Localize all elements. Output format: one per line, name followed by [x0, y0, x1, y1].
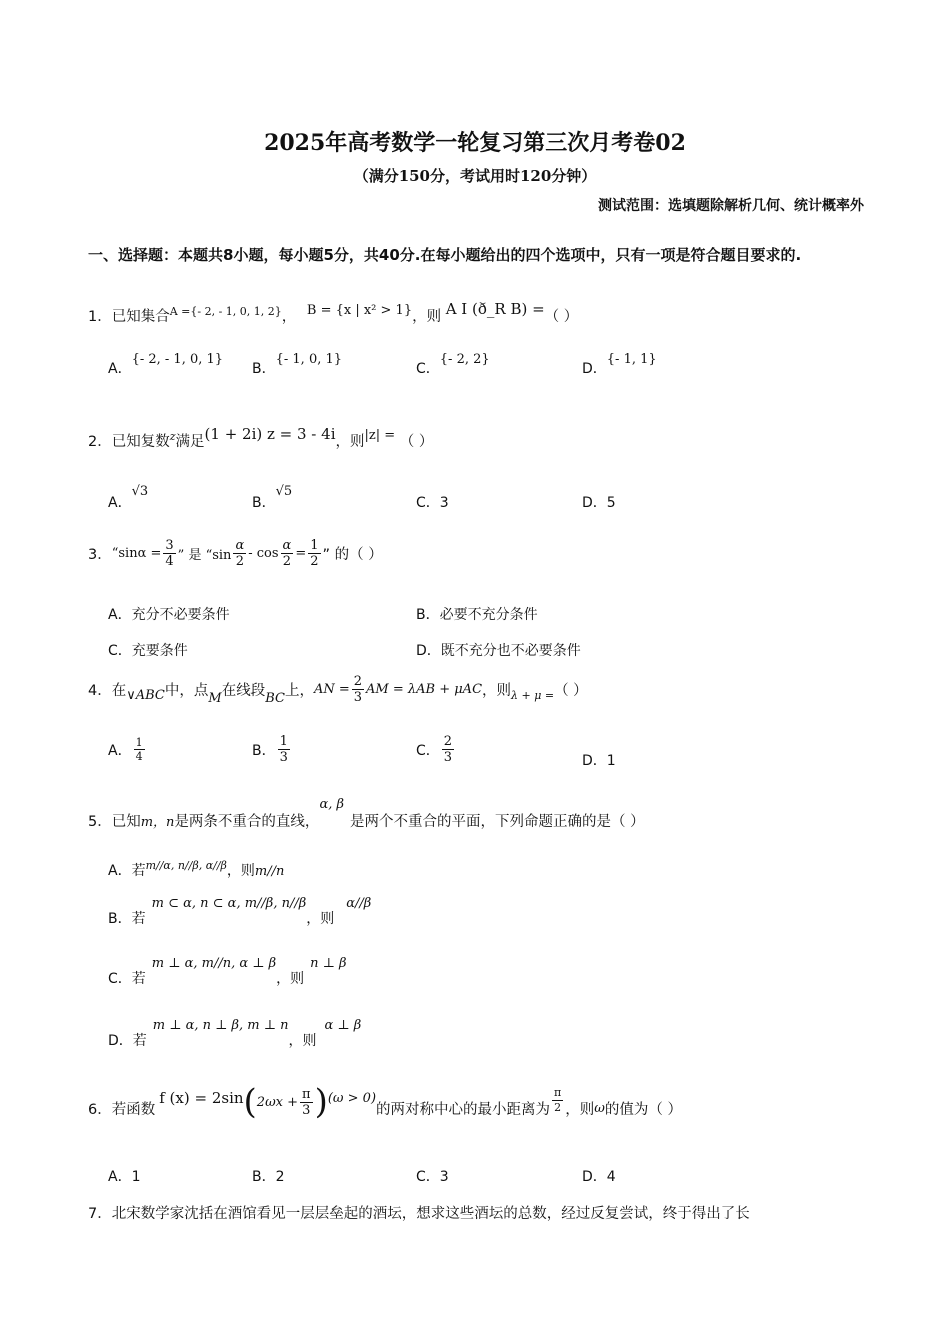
q5-option-b[interactable] — [108, 896, 372, 928]
question-2 — [88, 425, 434, 451]
frac-den: 3 — [279, 750, 288, 765]
option-value: {- 2, - 1, 0, 1} — [131, 352, 224, 367]
option-value: √3 — [131, 484, 149, 499]
q4-prefix: 4．在 — [88, 683, 127, 699]
option-condition: m//α, n//β, α//β — [145, 859, 227, 872]
q4-then: ，则 — [482, 683, 512, 699]
frac-num: α — [282, 538, 292, 553]
q2-prefix: 2．已知复数 — [88, 434, 170, 450]
option-label: C． — [416, 361, 440, 377]
q4-point-m: M — [208, 691, 222, 706]
option-then: ，则 — [288, 1033, 317, 1049]
q5-mn: m，n — [140, 815, 175, 830]
q3-option-d[interactable] — [416, 640, 581, 660]
frac-den: 2 — [282, 554, 292, 569]
q3-open: “sinα = — [111, 546, 162, 561]
q2-z: z — [169, 430, 176, 443]
q4-mid: 中，点 — [164, 683, 209, 699]
q4-option-a[interactable] — [108, 736, 147, 763]
exam-title: 2025年高考数学一轮复习第三次月考卷02 — [264, 130, 686, 156]
q6-mid: 的两对称中心的最小距离为 — [376, 1101, 551, 1118]
option-condition: m ⊥ α, n ⊥ β, m ⊥ n — [152, 1018, 289, 1033]
q4-triangle: ∨ABC — [126, 688, 165, 703]
q6-option-a[interactable] — [108, 1166, 141, 1186]
q2-satisfy: 满足 — [175, 434, 205, 450]
option-fraction — [442, 734, 454, 765]
q3-option-b[interactable] — [416, 604, 538, 624]
q3-prefix: 3． — [88, 547, 112, 563]
option-value: 充要条件 — [131, 643, 188, 659]
exam-subtitle: （满分150分，考试用时120分钟） — [353, 167, 597, 185]
question-3 — [88, 538, 383, 569]
option-label: C． — [416, 495, 440, 511]
q6-option-b[interactable] — [252, 1166, 285, 1186]
option-value: 4 — [606, 1169, 616, 1185]
q4-option-c[interactable] — [416, 734, 456, 765]
option-label: B．若 — [108, 911, 146, 927]
q2-option-a[interactable] — [108, 484, 149, 512]
option-label: B． — [252, 361, 276, 377]
option-fraction — [134, 736, 145, 763]
q4-expression: λ + μ = — [511, 689, 555, 702]
option-label: C．若 — [108, 971, 146, 987]
option-label: A． — [108, 742, 132, 759]
option-label: D． — [416, 643, 441, 659]
q4-fraction-2-3 — [352, 674, 364, 705]
frac-den: 2 — [310, 554, 319, 569]
option-label: D． — [582, 495, 607, 511]
q6-func-a: f (x) = 2sin — [159, 1089, 244, 1107]
option-conclusion: n ⊥ β — [310, 956, 347, 971]
q2-paren: （ ） — [399, 434, 434, 450]
q5-option-a[interactable] — [108, 860, 284, 880]
q5-prefix: 5．已知 — [88, 814, 141, 830]
option-label: A． — [108, 495, 132, 511]
q1-comma: ， — [281, 309, 297, 325]
q3-option-c[interactable] — [108, 640, 188, 660]
option-label: A． — [108, 1169, 132, 1185]
q3-fraction-3-4 — [163, 538, 175, 569]
option-label: A．若 — [108, 863, 146, 879]
option-value: {- 2, 2} — [439, 352, 490, 367]
frac-num: 1 — [310, 538, 319, 553]
frac-den: 2 — [235, 554, 244, 569]
q6-func-b: 2ωx + — [256, 1094, 299, 1110]
q1-then: ，则 — [412, 309, 442, 325]
option-conclusion: m//n — [254, 864, 285, 879]
option-label: A． — [108, 361, 132, 377]
option-label: C． — [416, 1169, 440, 1185]
option-conclusion: α ⊥ β — [324, 1018, 362, 1033]
option-then: ，则 — [226, 863, 255, 879]
option-label: D． — [582, 1169, 607, 1185]
question-7: 7．北宋数学家沈括在酒馆看见一层层垒起的酒坛，想求这些酒坛的总数，经过反复尝试，终于得出了长 — [88, 1206, 750, 1222]
q3-fraction-alpha-2b — [281, 538, 294, 569]
q1-paren: （ ） — [544, 309, 579, 325]
q1-set-b: B = {x | x² > 1} — [306, 303, 413, 318]
q4-lhs: AN = — [313, 682, 350, 697]
q6-pi-over-3 — [300, 1087, 313, 1118]
question-1 — [88, 300, 579, 326]
test-scope: 测试范围：选填题除解析几何、统计概率外 — [598, 198, 864, 214]
frac-num: π — [554, 1085, 562, 1099]
option-value: 必要不充分条件 — [439, 607, 538, 623]
q2-abs: |z| = — [364, 428, 396, 443]
q6-rest: 的值为（ ） — [604, 1101, 682, 1118]
q2-option-d[interactable] — [582, 492, 616, 512]
q5-rest: 是两个不重合的平面，下列命题正确的是（ ） — [350, 814, 645, 830]
q1-set-a: A ={- 2, - 1, 0, 1, 2} — [169, 305, 282, 318]
q3-equals: = — [295, 546, 307, 561]
q3-fraction-1-2 — [308, 538, 320, 569]
q4-rhs: AM = λAB + μAC — [366, 682, 483, 697]
option-label: A． — [108, 607, 132, 623]
q2-option-c[interactable] — [416, 492, 449, 512]
q4-paren: （ ） — [554, 683, 588, 699]
q1-expression: A I (ð_R B) = — [445, 300, 545, 318]
q6-big-paren-left: ( — [243, 1082, 257, 1122]
option-value: 1 — [131, 1169, 141, 1185]
option-value: 1 — [606, 753, 616, 769]
frac-den: 3 — [443, 750, 453, 765]
q2-then: ，则 — [335, 434, 365, 450]
option-label: D． — [582, 753, 607, 769]
q1-option-d[interactable] — [582, 352, 657, 378]
q3-fraction-alpha-2 — [233, 538, 246, 569]
q6-big-paren-right: ) — [314, 1082, 328, 1122]
frac-num: 2 — [443, 734, 453, 749]
frac-num: 2 — [353, 674, 363, 689]
option-label: D．若 — [108, 1033, 147, 1049]
frac-num: α — [235, 538, 245, 553]
option-value: 3 — [439, 1169, 449, 1185]
q5-option-c[interactable] — [108, 956, 347, 988]
question-4 — [88, 674, 588, 705]
frac-den: 3 — [353, 690, 363, 705]
q1-option-a[interactable] — [108, 352, 224, 378]
q5-option-d[interactable] — [108, 1018, 362, 1050]
q5-alpha-beta: α, β — [319, 797, 344, 812]
option-value: √5 — [275, 484, 293, 499]
option-label: B． — [416, 607, 440, 623]
frac-den: 4 — [135, 750, 143, 763]
option-label: D． — [582, 361, 607, 377]
q5-mid: 是两条不重合的直线， — [174, 814, 320, 830]
question-5 — [88, 797, 645, 831]
frac-den: 4 — [165, 554, 174, 569]
option-label: B． — [252, 1169, 276, 1185]
option-label: C． — [108, 643, 132, 659]
option-then: ，则 — [276, 971, 305, 987]
option-value: 2 — [275, 1169, 285, 1185]
q3-close: ” 的（ ） — [322, 547, 383, 563]
option-value: {- 1, 1} — [606, 352, 657, 367]
frac-num: 1 — [135, 736, 143, 749]
frac-num: 1 — [279, 734, 288, 749]
q4-on: 上， — [284, 683, 314, 699]
q6-then: ，则 — [565, 1101, 595, 1118]
q2-option-b[interactable] — [252, 484, 293, 512]
option-label: C． — [416, 742, 440, 759]
option-value: 3 — [439, 495, 449, 511]
option-value: 既不充分也不必要条件 — [440, 643, 581, 659]
frac-num: 3 — [165, 538, 174, 553]
question-6 — [88, 1078, 682, 1138]
q6-pi-over-2 — [552, 1086, 563, 1115]
q6-condition: (ω > 0) — [327, 1090, 377, 1106]
q6-omega: ω — [594, 1100, 605, 1116]
option-condition: m ⊂ α, n ⊂ α, m//β, n//β — [151, 896, 307, 911]
q1-option-c[interactable] — [416, 352, 490, 378]
option-value: {- 1, 0, 1} — [275, 352, 343, 367]
frac-num: π — [302, 1086, 311, 1102]
option-fraction — [278, 734, 290, 765]
option-label: B． — [252, 495, 276, 511]
q6-option-c[interactable] — [416, 1166, 449, 1186]
q4-option-d[interactable] — [582, 750, 616, 770]
option-label: B． — [252, 742, 276, 759]
q3-minus-cos: - cos — [248, 546, 279, 561]
q4-option-b[interactable] — [252, 734, 292, 765]
frac-den: 2 — [554, 1100, 562, 1114]
option-then: ，则 — [306, 911, 335, 927]
q6-prefix: 6．若函数 — [88, 1101, 156, 1118]
q6-option-d[interactable] — [582, 1166, 616, 1186]
q2-equation: (1 + 2i) z = 3 - 4i — [204, 425, 336, 443]
q3-mid: ” 是 “sin — [177, 548, 232, 563]
frac-den: 3 — [302, 1102, 311, 1118]
section-heading: 一、选择题：本题共8小题，每小题5分，共40分.在每小题给出的四个选项中，只有一项是符合题目要求的. — [88, 246, 802, 264]
q1-prefix: 1．已知集合 — [88, 309, 170, 325]
q3-option-a[interactable] — [108, 604, 230, 624]
option-value: 5 — [606, 495, 616, 511]
q4-bc: BC — [265, 691, 285, 706]
q1-option-b[interactable] — [252, 352, 343, 378]
option-conclusion: α//β — [346, 896, 372, 911]
option-condition: m ⊥ α, m//n, α ⊥ β — [151, 956, 277, 971]
q4-seg: 在线段 — [221, 683, 266, 699]
option-value: 充分不必要条件 — [131, 607, 230, 623]
